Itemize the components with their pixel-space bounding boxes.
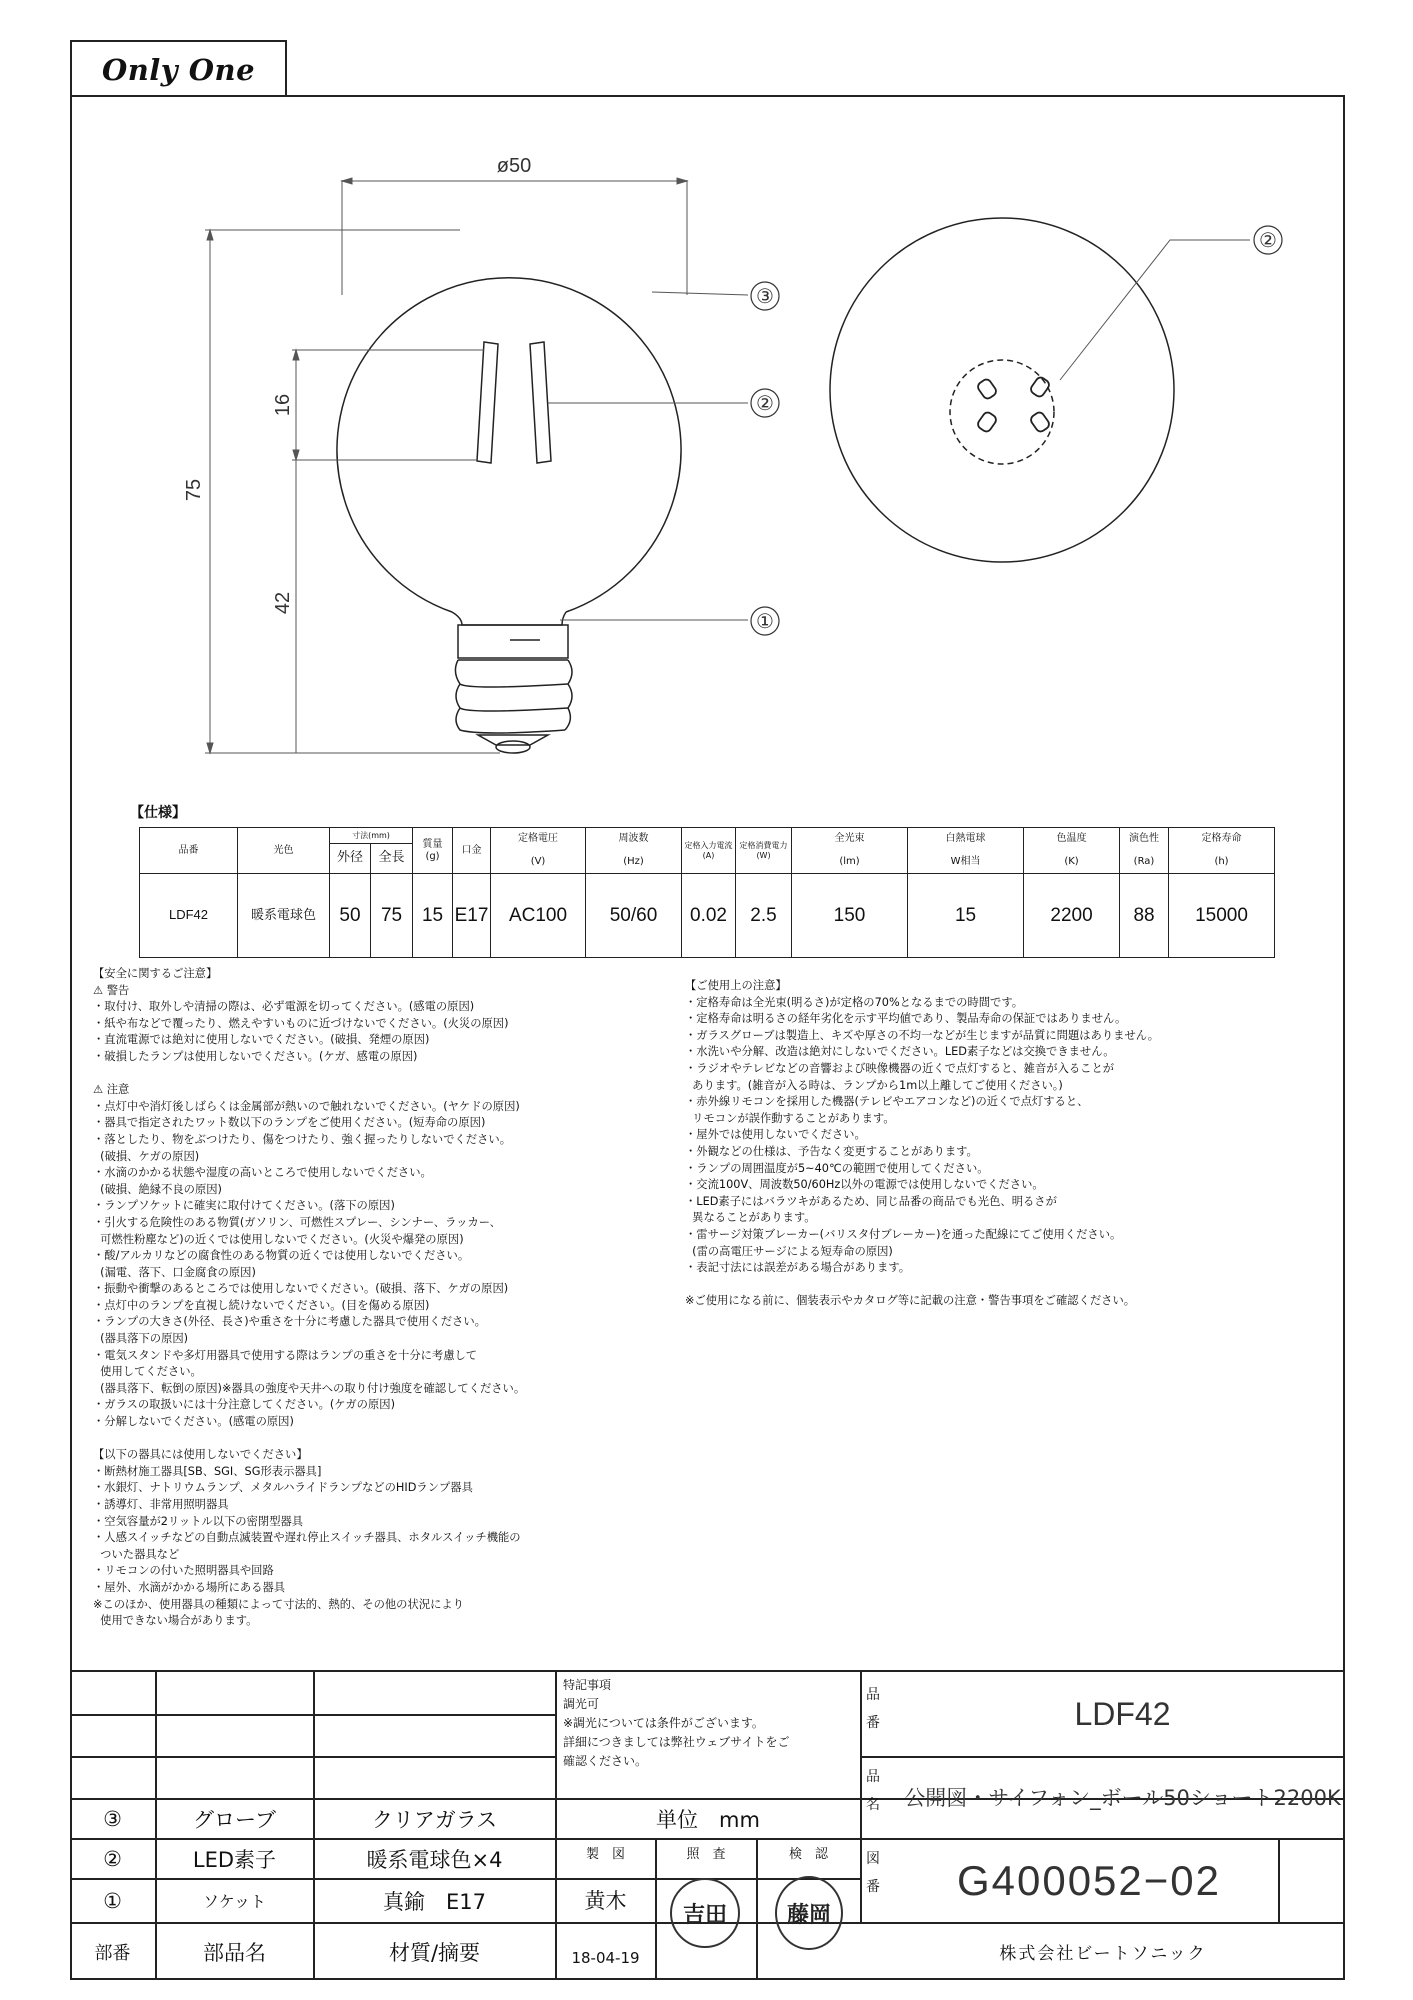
td-outer: 50	[330, 874, 371, 958]
part-1-material: 真鍮 E17	[383, 1889, 486, 1914]
th-base: 口金	[453, 828, 491, 874]
spec-table	[139, 827, 1275, 958]
unit-label: 単位 mm	[656, 1807, 760, 1832]
th-voltage: 定格電圧 (V)	[491, 828, 586, 874]
th-outer: 外径	[330, 844, 371, 874]
callout-3-label: ③	[756, 286, 774, 308]
drafted-date: 18-04-19	[571, 1949, 640, 1967]
dim-diameter: ø50	[496, 155, 532, 177]
th-mass: 質量 (g)	[413, 828, 453, 874]
td-mass: 15	[413, 874, 453, 958]
name-value: 公開図・サイフォン_ボール50ショート2200K	[904, 1786, 1341, 1810]
part-2-material: 暖系電球色×4	[366, 1847, 503, 1872]
part-2-name: LED素子	[192, 1847, 277, 1872]
td-cct: 2200	[1024, 874, 1120, 958]
th-current: 定格入力電流 (A)	[682, 828, 736, 874]
stamp-approved: 藤岡	[775, 1876, 843, 1950]
part-3-material: クリアガラス	[371, 1807, 498, 1832]
td-power: 2.5	[736, 874, 792, 958]
td-length: 75	[371, 874, 413, 958]
led-strip-left	[477, 342, 498, 463]
part-no-value: LDF42	[1074, 1695, 1171, 1732]
part-2-no: ②	[103, 1846, 122, 1871]
callout-2-label: ②	[756, 393, 774, 415]
th-dims: 寸法(mm)	[330, 828, 413, 844]
th-frequency: 周波数 (Hz)	[586, 828, 682, 874]
th-cct: 色温度 (K)	[1024, 828, 1120, 874]
dim-lower: 42	[272, 591, 294, 615]
header-material: 材質/摘要	[388, 1940, 481, 1965]
th-part-no: 品番	[140, 828, 238, 874]
td-incandescent: 15	[908, 874, 1024, 958]
role-approved: 検 認	[788, 1846, 828, 1862]
usage-notes: 【ご使用上の注意】 ・定格寿命は全光束(明るさ)が定格の70%となるまでの時間です。 ・定格寿命は明るさの経年劣化を示す平均値であり、製品寿命の保証ではありません。 ・ガラスグローブは製造上、キズや厚さの不均一などが生じますが品質に問題はありません。 ・水洗いや分解、改造は絶対にしないでください。LED素子などは交換できません。 ・ラジオやテレビなどの音響および映像機器の近くで点灯すると、雑音が入ることが あります。(雑音が入る時は、ランプから1m以上離してご使用ください。) ・赤外線リモコンを採用した機器(テレビやエアコンなど)の近くで点灯すると、 リモコンが誤作動することがあります。 ・屋外では使用しないでください。 ・外観などの仕様は、予告なく変更することがあります。 ・ランプの周囲温度が5~40℃の範囲で使用してください。 ・交流100V、周波数50/60Hz以外の電源では使用しないでください。 ・LED素子にはバラツキがあるため、同じ品番の商品でも光色、明るさが 異なることがあります。 ・雷サージ対策ブレーカー(バリスタ付ブレーカー)を通った配線にてご使用ください。 (雷の高電圧サージによる短寿命の原因) ・表記寸法には誤差がある場合があります。 ※ご使用になる前に、個装表示やカタログ等に記載の注意・警告事項をご確認ください。	[685, 979, 1160, 1308]
role-checked: 照 査	[686, 1846, 726, 1862]
safety-notes: 【安全に関するご注意】 ⚠ 警告 ・取付け、取外しや清掃の際は、必ず電源を切ってください。(感電の原因) ・紙や布などで覆ったり、燃えやすいものに近づけないでください。(火災の原因) ・直流電源では絶対に使用しないでください。(破損、発煙の原因) ・破損したランプは使用しないでください。(ケガ、感電の原因) ⚠ 注意 ・点灯中や消灯後しばらくは金属部が熱いので触れないでください。(ヤケドの原因) ・器具で指定されたワット数以下のランプをご使用ください。(短寿命の原因) ・落としたり、物をぶつけたり、傷をつけたり、強く握ったりしないでください。 (破損、ケガの原因) ・水滴のかかる状態や湿度の高いところで使用しないでください。 (破損、絶縁不良の原因) ・ランプソケットに確実に取付けてください。(落下の原因) ・引火する危険性のある物質(ガソリン、可燃性スプレー、シンナー、ラッカー、 可燃性粉塵など)の近くでは使用しないでください。(火災や爆発の原因) ・酸/アルカリなどの腐食性のある物質の近くでは使用しないでください。 (漏電、落下、口金腐食の原因) ・振動や衝撃のあるところでは使用しないでください。(破損、落下、ケガの原因) ・点灯中のランプを直視し続けないでください。(目を傷める原因) ・ランプの大きさ(外径、長さ)や重さを十分に考慮した器具で使用ください。 (器具落下の原因) ・電気スタンドや多灯用器具で使用する際はランプの重さを十分に考慮して 使用してください。 (器具落下、転倒の原因)※器具の強度や天井への取り付け強度を確認してください。 ・ガラスの取扱いには十分注意してください。(ケガの原因) ・分解しないでください。(感電の原因) 【以下の器具には使用しないでください】 ・断熱材施工器具[SB、SGI、SG形表示器具] ・水銀灯、ナトリウムランプ、メタルハライドランプなどのHIDランプ器具 ・誘導灯、非常用照明器具 ・空気容量が2リットル以下の密閉型器具 ・人感スイッチなどの自動点滅装置や遅れ停止スイッチ器具、ホタルスイッチ機能の ついた器具など ・リモコンの付いた照明器具や回路 ・屋外、水滴がかかる場所にある器具 ※このほか、使用器具の種類によって寸法的、熱的、その他の状況により 使用できない場合があります。	[93, 967, 526, 1628]
dim-total-length: 75	[183, 478, 205, 502]
part-3-no: ③	[103, 1806, 122, 1831]
socket-threads	[455, 660, 572, 733]
dim-upper: 16	[272, 393, 294, 417]
header-part-no: 部番	[94, 1942, 131, 1964]
th-life: 定格寿命 (h)	[1169, 828, 1275, 874]
header-part-name: 部品名	[203, 1940, 266, 1965]
th-light-color: 光色	[238, 828, 330, 874]
front-led-chips	[976, 376, 1051, 434]
label-drawing-no: 図 番	[866, 1851, 880, 1895]
td-life: 15000	[1169, 874, 1275, 958]
td-cri: 88	[1120, 874, 1169, 958]
front-view-circle	[830, 218, 1174, 562]
th-flux: 全光束 (lm)	[792, 828, 908, 874]
td-light-color: 暖系電球色	[238, 874, 330, 958]
role-drafted: 製 図	[585, 1846, 625, 1862]
part-1-no: ①	[103, 1888, 122, 1913]
th-cri: 演色性 (Ra)	[1120, 828, 1169, 874]
part-3-name: グローブ	[193, 1807, 276, 1832]
td-part-no: LDF42	[140, 874, 238, 958]
drafter-name: 黄木	[584, 1889, 627, 1913]
globe-outline	[337, 278, 681, 612]
part-1-name: ソケット	[202, 1892, 267, 1911]
label-name: 品 名	[866, 1769, 880, 1813]
bulb-drawing	[0, 0, 1413, 800]
brand-logo: Only One	[101, 52, 256, 87]
callout-2-front-label: ②	[1259, 230, 1277, 252]
td-voltage: AC100	[491, 874, 586, 958]
spec-title: 【仕様】	[130, 805, 186, 821]
td-frequency: 50/60	[586, 874, 682, 958]
remarks: 特記事項 調光可 ※調光については条件がございます。 詳細につきましては弊社ウェブサイトをご 確認ください。	[563, 1678, 790, 1768]
company-name: 株式会社ビートソニック	[999, 1944, 1207, 1964]
drawing-no-value: G400052−02	[956, 1856, 1222, 1904]
led-strip-right	[530, 342, 551, 463]
socket-collar	[458, 625, 568, 658]
td-current: 0.02	[682, 874, 736, 958]
label-part-no: 品 番	[866, 1687, 880, 1731]
stamp-checked: 吉田	[670, 1878, 740, 1948]
th-length: 全長	[371, 844, 413, 874]
td-base: E17	[453, 874, 491, 958]
callout-1-label: ①	[756, 611, 774, 633]
td-flux: 150	[792, 874, 908, 958]
th-incandescent: 白熱電球 W相当	[908, 828, 1024, 874]
th-power: 定格消費電力 (W)	[736, 828, 792, 874]
